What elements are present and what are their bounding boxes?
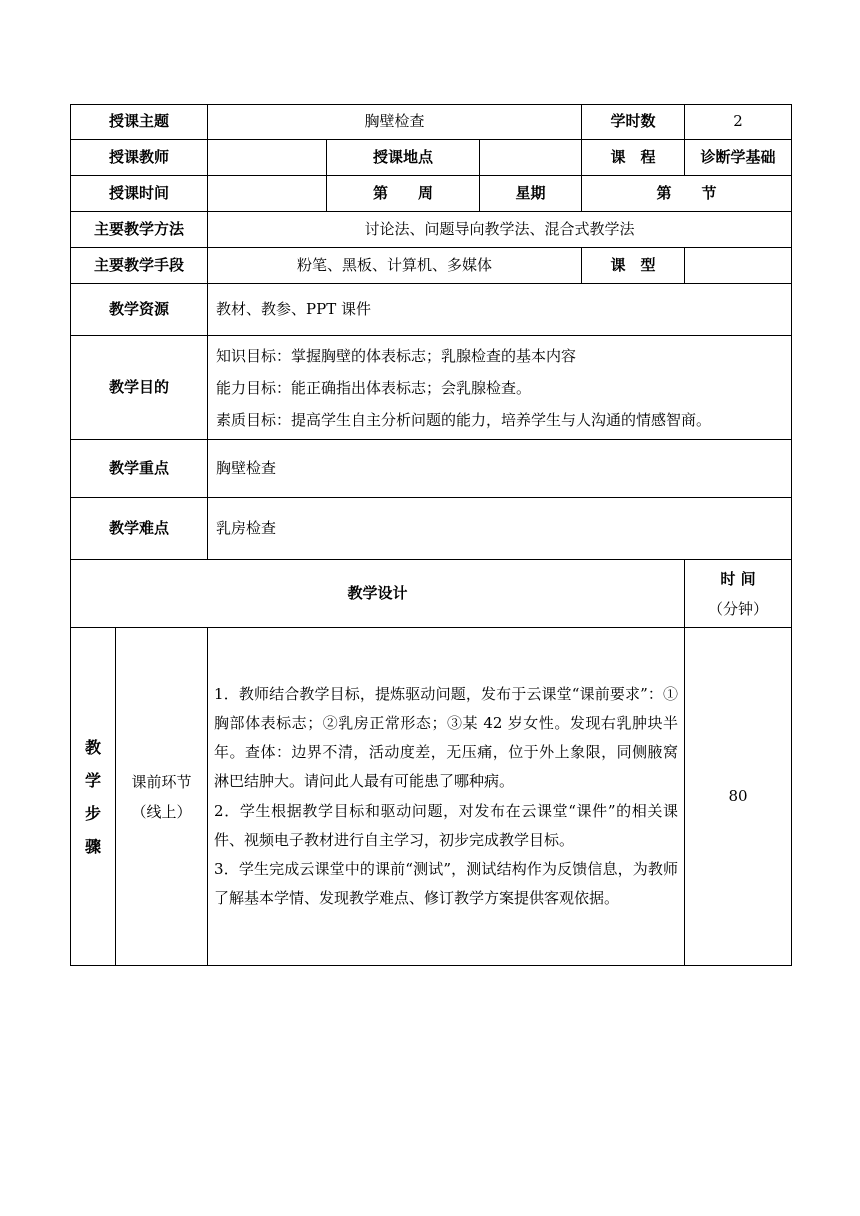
teacher-label: 授课教师 (71, 140, 208, 176)
steps-label-char: 骤 (84, 836, 101, 856)
method-value: 讨论法、问题导向教学法、混合式教学法 (208, 212, 792, 248)
row-method (71, 212, 792, 248)
steps-label-char: 学 (84, 770, 101, 790)
course-label: 课 程 (582, 140, 685, 176)
time-header (685, 560, 792, 628)
row-difficulty (71, 498, 792, 560)
row-design-header (71, 560, 792, 628)
stage-mode: （线上） (131, 802, 192, 821)
means-label: 主要教学手段 (71, 248, 208, 284)
section-label: 第 节 (582, 176, 792, 212)
difficulty-value: 乳房检查 (208, 498, 792, 560)
time-label: 授课时间 (71, 176, 208, 212)
stage-cell (116, 628, 208, 966)
type-label: 课 型 (582, 248, 685, 284)
steps-minutes: 80 (685, 628, 792, 966)
steps-label-char: 教 (84, 737, 101, 757)
hours-label: 学时数 (582, 105, 685, 140)
row-topic (71, 105, 792, 140)
location-label: 授课地点 (327, 140, 480, 176)
teacher-value (208, 140, 327, 176)
row-means (71, 248, 792, 284)
location-value (480, 140, 582, 176)
key-point-label: 教学重点 (71, 440, 208, 498)
type-value (685, 248, 792, 284)
method-label: 主要教学方法 (71, 212, 208, 248)
step-paragraph-2: 2．学生根据教学目标和驱动问题，对发布在云课堂“课件”的相关课件、视频电子教材进行自主学习，初步完成教学目标。 (214, 801, 679, 849)
objectives-label: 教学目的 (71, 336, 208, 440)
row-resources (71, 284, 792, 336)
row-key-point (71, 440, 792, 498)
hours-value: 2 (685, 105, 792, 140)
row-steps (71, 628, 792, 966)
time-value (208, 176, 327, 212)
lesson-plan-table (70, 104, 792, 966)
weekday-label: 星期 (480, 176, 582, 212)
time-header-unit: （分钟） (708, 599, 769, 618)
week-label: 第 周 (327, 176, 480, 212)
design-label: 教学设计 (71, 560, 685, 628)
stage-name: 课前环节 (131, 772, 192, 791)
topic-value: 胸壁检查 (208, 105, 582, 140)
steps-label-char: 步 (84, 803, 101, 823)
objectives-list (208, 336, 792, 440)
objective-quality: 素质目标：提高学生自主分析问题的能力，培养学生与人沟通的情感智商。 (216, 410, 712, 429)
steps-label (71, 628, 116, 966)
resources-value: 教材、教参、PPT 课件 (208, 284, 792, 336)
row-objectives (71, 336, 792, 440)
means-value: 粉笔、黑板、计算机、多媒体 (208, 248, 582, 284)
step-paragraph-1: 1．教师结合教学目标，提炼驱动问题，发布于云课堂“课前要求”：①胸部体表标志；②乳房正常形态；③某 42 岁女性。发现右乳肿块半年。查体：边界不清，活动度差，无压痛，位于外上象限，同侧腋窝淋巴结肿大。请问此人最有可能患了哪种病。 (214, 684, 679, 791)
topic-label: 授课主题 (71, 105, 208, 140)
row-time (71, 176, 792, 212)
lesson-plan-sheet (70, 104, 792, 966)
objective-knowledge: 知识目标：掌握胸壁的体表标志；乳腺检查的基本内容 (216, 346, 577, 365)
row-teacher (71, 140, 792, 176)
key-point-value: 胸壁检查 (208, 440, 792, 498)
time-header-label: 时 间 (720, 569, 756, 588)
step-paragraph-3: 3．学生完成云课堂中的课前“测试”，测试结构作为反馈信息，为教师了解基本学情、发现教学难点、修订教学方案提供客观依据。 (214, 859, 679, 908)
difficulty-label: 教学难点 (71, 498, 208, 560)
objective-ability: 能力目标：能正确指出体表标志；会乳腺检查。 (216, 378, 532, 397)
course-value: 诊断学基础 (685, 140, 792, 176)
resources-label: 教学资源 (71, 284, 208, 336)
steps-content (208, 628, 685, 966)
